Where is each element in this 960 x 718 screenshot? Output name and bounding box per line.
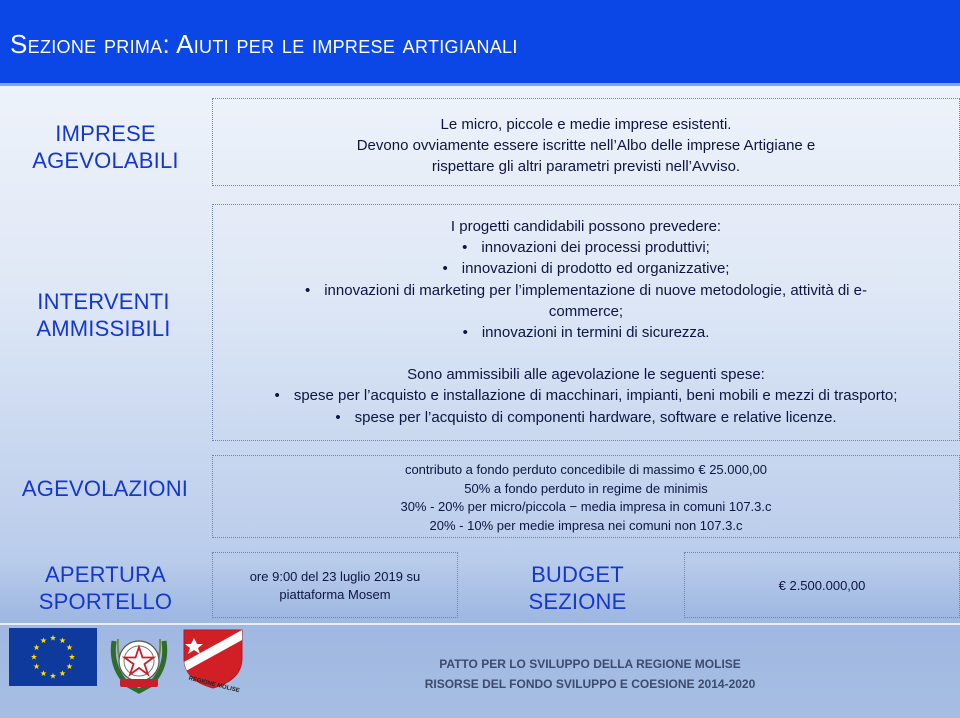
label-budget-sezione (490, 561, 665, 615)
agevolazioni-box (212, 455, 960, 538)
text-line: piattaforma Mosem (279, 587, 391, 602)
label-line: SPORTELLO (38, 589, 173, 614)
text-line: contributo a fondo perduto concedibile di massimo € 25.000,00 (404, 462, 768, 477)
budget-sezione-box (684, 552, 960, 618)
footer-text (380, 654, 800, 694)
budget-value: € 2.500.000,00 (778, 578, 866, 593)
text-line: rispettare gli altri parametri previsti nell’Avviso. (431, 158, 741, 175)
text-line: 30% - 20% per micro/piccola − media impresa in comuni 107.3.c (400, 499, 772, 514)
text-line: ore 9:00 del 23 luglio 2019 su (249, 569, 421, 584)
label-line: INTERVENTI (37, 289, 170, 314)
bullet-item: • innovazioni di marketing per l’implementazione di nuove metodologie, attività di e- (213, 280, 959, 301)
bullet-item-continuation: commerce; (548, 302, 624, 320)
text-line: Devono ovviamente essere iscritte nell’Albo delle imprese Artigiane e (356, 137, 816, 154)
label-line: AGEVOLABILI (32, 148, 179, 173)
footer-line-1: PATTO PER LO SVILUPPO DELLA REGIONE MOLISE (439, 657, 741, 671)
text-line: Le micro, piccole e medie imprese esistenti. (440, 116, 732, 133)
intro-line: Sono ammissibili alle agevolazione le seguenti spese: (407, 366, 765, 384)
eu-flag-icon (9, 628, 97, 686)
label-line: AMMISSIBILI (36, 316, 171, 341)
label-line: APERTURA (45, 562, 166, 587)
text-line: 50% a fondo perduto in regime de minimis (464, 480, 708, 496)
bullet-item: • innovazioni di prodotto ed organizzative; (213, 258, 959, 279)
intro-line: I progetti candidabili possono prevedere: (450, 218, 722, 235)
bullet-item: • spese per l’acquisto di componenti hardware, software e relative licenze. (213, 407, 959, 428)
page-title: Sezione prima: Aiuti per le imprese artigianali (10, 29, 518, 59)
regione-molise-caption: REGIONE MOLISE (187, 675, 241, 695)
header-bar (0, 0, 960, 86)
bullet-item: • innovazioni in termini di sicurezza. (213, 322, 959, 343)
text-line: 20% - 10% per medie impresa nei comuni non 107.3.c (429, 517, 743, 533)
label-imprese-agevolabili (18, 120, 193, 174)
apertura-sportello-box (212, 552, 458, 618)
label-interventi-ammissibili (16, 288, 191, 342)
italian-republic-emblem-icon (106, 627, 172, 695)
label-line: BUDGET (531, 562, 624, 587)
bullet-item: • spese per l’acquisto e installazione di macchinari, impianti, beni mobili e mezzi di trasporto; (213, 385, 959, 406)
interventi-ammissibili-box (212, 204, 960, 441)
label-agevolazioni: AGEVOLAZIONI (21, 476, 189, 501)
label-apertura-sportello (18, 561, 193, 615)
footer-line-2: RISORSE DEL FONDO SVILUPPO E COESIONE 2014-2020 (424, 677, 756, 691)
label-line: IMPRESE (55, 121, 156, 146)
footer-divider (0, 623, 960, 625)
bullet-item: • innovazioni dei processi produttivi; (213, 237, 959, 258)
imprese-agevolabili-box (212, 98, 960, 186)
label-line: SEZIONE (528, 589, 627, 614)
